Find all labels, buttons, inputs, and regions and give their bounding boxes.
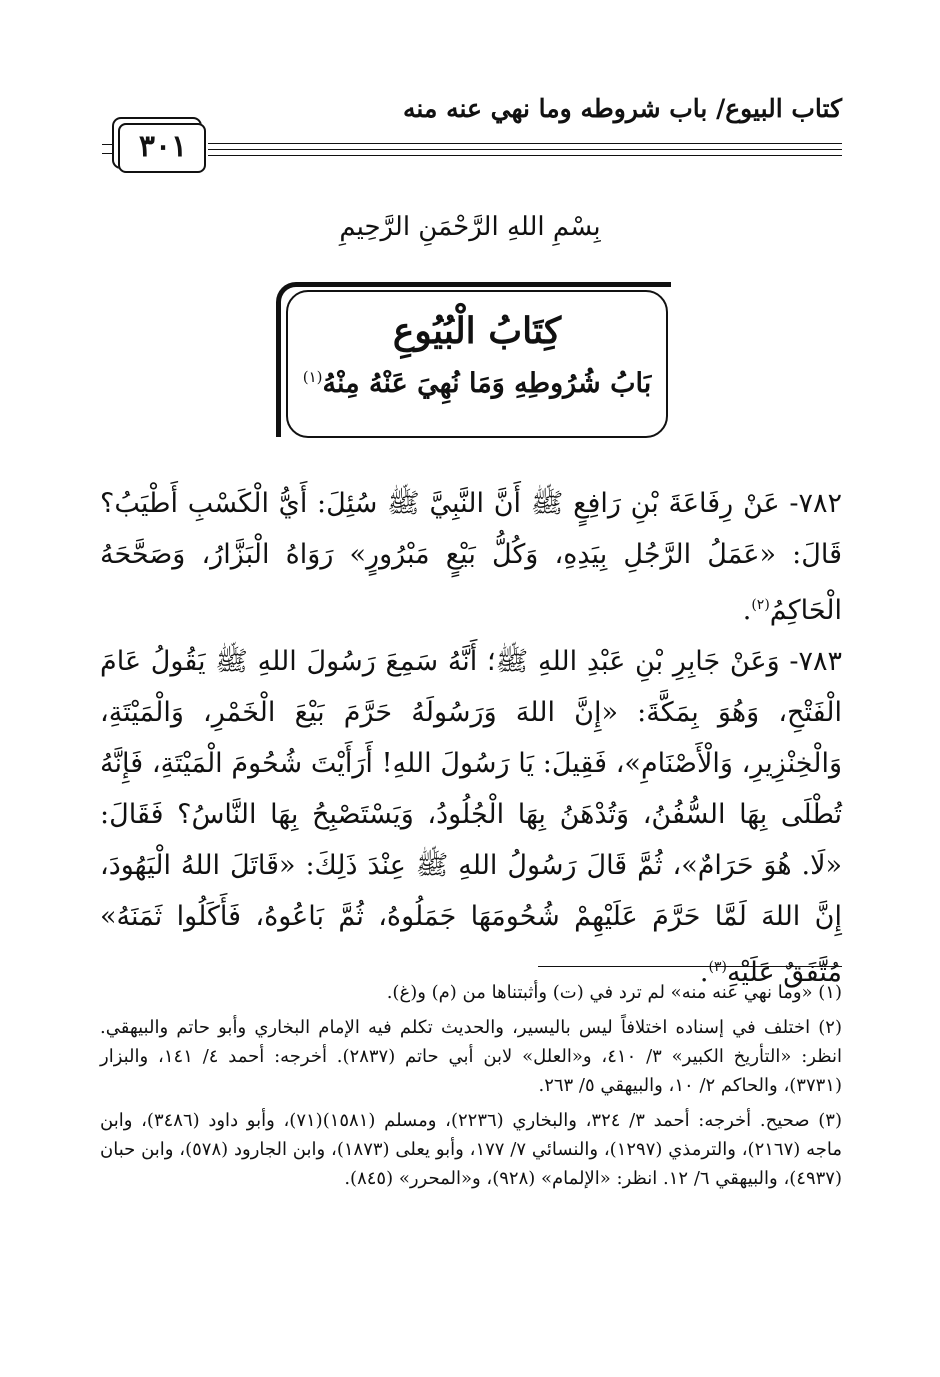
book-title: كِتَابُ الْبُيُوعِ (392, 310, 562, 352)
running-header-title: كتاب البيوع/ باب شروطه وما نهي عنه منه (403, 94, 842, 123)
chapter-title (286, 368, 668, 399)
footnote-separator (538, 966, 842, 967)
hadith-782: ٧٨٢- عَنْ رِفَاعَةَ بْنِ رَافِعٍ ﷺ أَنَّ النَّبِيَّ ﷺ سُئِلَ: أَيُّ الْكَسْبِ أَطْيَبُ؟ قَالَ: «عَمَلُ الرَّجُلِ بِيَدِهِ، وَكُلُّ بَيْعٍ مَبْرُورٍ» رَوَاهُ الْبَزَّارُ، وَصَحَّحَهُ الْحَاكِمُ$^{(٢)}$. (100, 488, 842, 626)
hadith-text: ٧٨٢- عَنْ رِفَاعَةَ بْنِ رَافِعٍ ﷺ أَنَّ النَّبِيَّ ﷺ سُئِلَ: أَيُّ الْكَسْبِ أَطْيَبُ؟ قَالَ: «عَمَلُ الرَّجُلِ بِيَدِهِ، وَكُلُّ بَيْعٍ مَبْرُورٍ» رَوَاهُ الْبَزَّارُ، وَصَحَّحَهُ الْحَاكِمُ (100, 488, 842, 626)
main-text (100, 478, 842, 998)
hadith-text: ٧٨٣- وَعَنْ جَابِرِ بْنِ عَبْدِ اللهِ ﷺ؛ أَنَّهُ سَمِعَ رَسُولَ اللهِ ﷺ يَقُولُ عَامَ الْفَتْحِ، وَهُوَ بِمَكَّةَ: «إِنَّ اللهَ وَرَسُولَهُ حَرَّمَ بَيْعَ الْخَمْرِ، وَالْمَيْتَةِ، وَالْخِنْزِيرِ، وَالْأَصْنَامِ»، فَقِيلَ: يَا رَسُولَ اللهِ! أَرَأَيْتَ شُحُومَ الْمَيْتَةِ، فَإِنَّهُ تُطْلَى بِهَا السُّفُنُ، وَتُدْهَنُ بِهَا الْجُلُودُ، وَيَسْتَصْبِحُ بِهَا النَّاسُ؟ فَقَالَ: «لَا. هُوَ حَرَامٌ»، ثُمَّ قَالَ رَسُولُ اللهِ ﷺ عِنْدَ ذَلِكَ: «قَاتَلَ اللهُ الْيَهُودَ، إِنَّ اللهَ لَمَّا حَرَّمَ عَلَيْهِمْ شُحُومَهَا جَمَلُوهُ، ثُمَّ بَاعُوهُ، فَأَكَلُوا ثَمَنَهُ» مُتَّفَقٌ عَلَيْهِ (100, 646, 843, 988)
header-rule (102, 144, 116, 145)
footnote-marker: (٢) (751, 597, 770, 613)
chapter-title-text: بَابُ شُرُوطِهِ وَمَا نُهِيَ عَنْهُ مِنْهُ (322, 368, 652, 399)
page-number: ٣٠١ (138, 129, 188, 164)
footnote-1: (١) «وما نهي عنه منه» لم ترد في (ت) وأثبتناها من (م) و(غ). (386, 982, 842, 1003)
footnote-marker: (١) (302, 368, 323, 386)
basmala: بِسْمِ اللهِ الرَّحْمَنِ الرَّحِيمِ (339, 212, 601, 242)
footnote-3: (٣) صحيح. أخرجه: أحمد ٣/ ٣٢٤، والبخاري (٢٢٣٦)، ومسلم (١٥٨١)(٧١)، وأبو داود (٣٤٨٦)، وابن ماجه (٢١٦٧)، والترمذي (١٢٩٧)، والنسائي ٧/ ١٧٧، وأبو يعلى (١٨٧٣)، وابن الجارود (٥٧٨)، وابن حبان (٤٩٣٧)، والبيهقي ٦/ ١٢. انظر: «الإلمام» (٩٢٨)، و«المحرر» (٨٤٥). (100, 1110, 842, 1189)
header-rule (102, 153, 116, 154)
header-rule (208, 155, 842, 156)
footnote-marker: (٣) (708, 959, 727, 975)
footnote-2: (٢) اختلف في إسناده اختلافاً ليس باليسير، والحديث تكلم فيه الإمام البخاري وأبو حاتم والبيهقي. انظر: «التأريخ الكبير» ٣/ ٤١٠، و«العلل» لابن أبي حاتم (٢٨٣٧). أخرجه: أحمد ٤/ ١٤١، والبزار (٣٧٣١)، والحاكم ٢/ ١٠، والبيهقي ٥/ ٢٦٣. (100, 1017, 843, 1096)
header-rule (208, 149, 842, 150)
footnotes (100, 978, 842, 1199)
header-rule (208, 143, 842, 144)
hadith-783: ٧٨٣- وَعَنْ جَابِرِ بْنِ عَبْدِ اللهِ ﷺ؛ أَنَّهُ سَمِعَ رَسُولَ اللهِ ﷺ يَقُولُ عَامَ الْفَتْحِ، وَهُوَ بِمَكَّةَ: «إِنَّ اللهَ وَرَسُولَهُ حَرَّمَ بَيْعَ الْخَمْرِ، وَالْمَيْتَةِ، وَالْخِنْزِيرِ، وَالْأَصْنَامِ»، فَقِيلَ: يَا رَسُولَ اللهِ! أَرَأَيْتَ شُحُومَ الْمَيْتَةِ، فَإِنَّهُ تُطْلَى بِهَا السُّفُنُ، وَتُدْهَنُ بِهَا الْجُلُودُ، وَيَسْتَصْبِحُ بِهَا النَّاسُ؟ فَقَالَ: «لَا. هُوَ حَرَامٌ»، ثُمَّ قَالَ رَسُولُ اللهِ ﷺ عِنْدَ ذَلِكَ: «قَاتَلَ اللهُ الْيَهُودَ، إِنَّ اللهَ لَمَّا حَرَّمَ عَلَيْهِمْ شُحُومَهَا جَمَلُوهُ، ثُمَّ بَاعُوهُ، فَأَكَلُوا ثَمَنَهُ» مُتَّفَقٌ عَلَيْهِ$^{(٣)}$. (100, 646, 843, 988)
